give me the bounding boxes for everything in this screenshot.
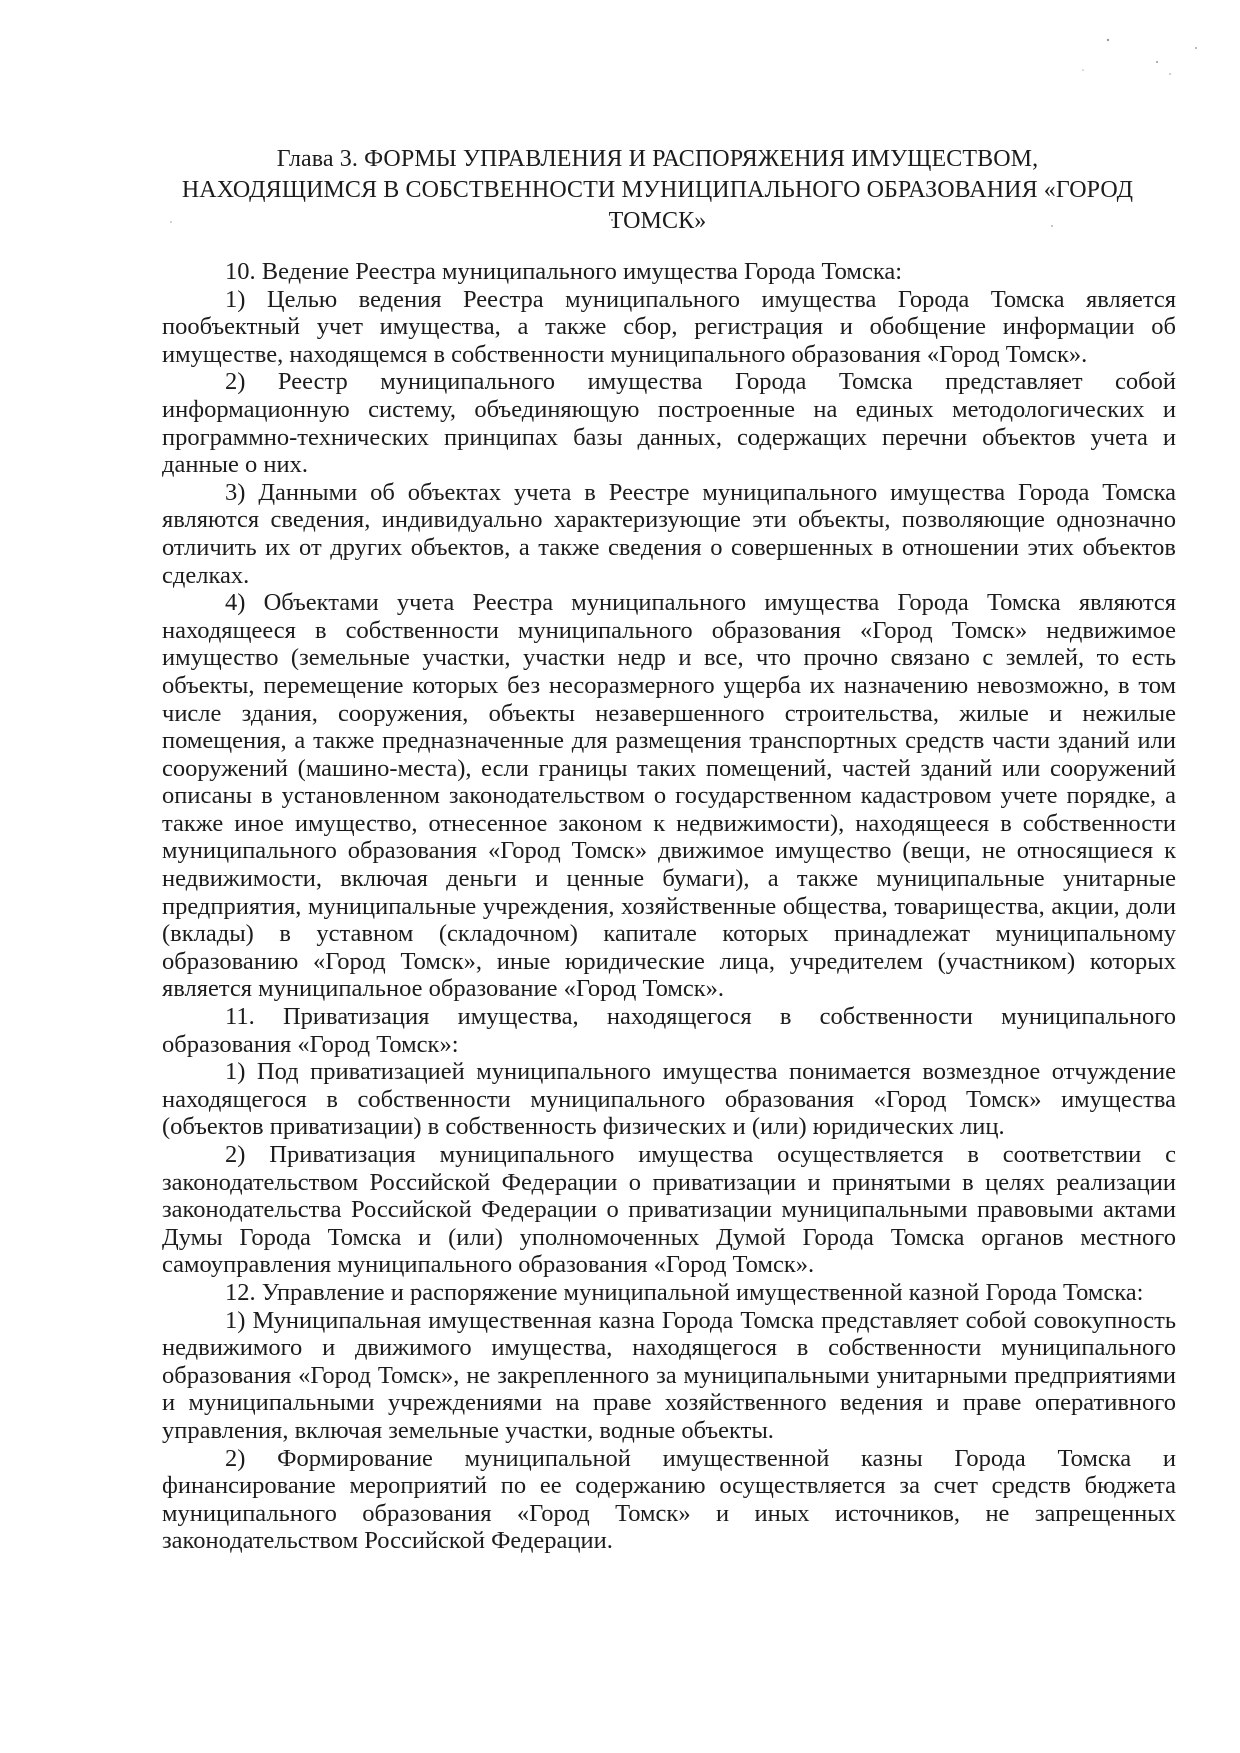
section-11-item-2: 2) Приватизация муниципального имущества осуществляется в соответствии с законодательством Российской Федерации о приватизации и принятыми в целях реализации законодательства Российской Федерации о приватизации муниципальными правовыми актами Думы Города Томска и (или) уполномоченных Думой Города Томска органов местного самоуправления муниципального образования «Город Томск». (162, 1141, 1176, 1279)
section-12-item-1: 1) Муниципальная имущественная казна Города Томска представляет собой совокупность недвижимого и движимого имущества, находящегося в собственности муниципального образования «Город Томск», не закрепленного за муниципальными унитарными предприятиями и муниципальными учреждениями на праве хозяйственного ведения и праве оперативного управления, включая земельные участки, водные объекты. (162, 1306, 1176, 1444)
section-10-item-4: 4) Объектами учета Реестра муниципального имущества Города Томска являются находящееся в собственности муниципального образования «Город Томск» недвижимое имущество (земельные участки, участки недр и все, что прочно связано с землей, то есть объекты, перемещение которых без несоразмерного ущерба их назначению невозможно, в том числе здания, сооружения, объекты незавершенного строительства, жилые и нежилые помещения, а также предназначенные для размещения транспортных средств части зданий или сооружений (машино-места), если границы таких помещений, частей зданий или сооружений описаны в установленном законодательством о государственном кадастровом учете порядке, а также иное имущество, отнесенное законом к недвижимости), находящееся в собственности муниципального образования «Город Томск» движимое имущество (вещи, не относящиеся к недвижимости, включая деньги и ценные бумаги), а также муниципальные унитарные предприятия, муниципальные учреждения, хозяйственные общества, товарищества, акции, доли (вклады) в уставном (складочном) капитале которых принадлежат муниципальному образованию «Город Томск», иные юридические лица, учредителем (участником) которых является муниципальное образование «Город Томск». (162, 589, 1176, 1003)
scan-speck (1169, 73, 1171, 75)
section-12-title: 12. Управление и распоряжение муниципальной имущественной казной Города Томска: (225, 1278, 1144, 1306)
scan-speck (1195, 47, 1197, 49)
heading-line-2: НАХОДЯЩИМСЯ В СОБСТВЕННОСТИ МУНИЦИПАЛЬНОГО ОБРАЗОВАНИЯ «ГОРОД (181, 177, 1134, 203)
section-11-item-1: 1) Под приватизацией муниципального имущества понимается возмездное отчуждение находящегося в собственности муниципального образования «Город Томск» имущества (объектов приватизации) в собственность физических и (или) юридических лиц. (162, 1058, 1176, 1141)
document-body (162, 258, 1176, 1555)
heading-line-3: ТОМСК» (608, 208, 707, 234)
scan-speck (1107, 39, 1109, 41)
section-12-item-2: 2) Формирование муниципальной имущественной казны Города Томска и финансирование мероприятий по ее содержанию осуществляется за счет средств бюджета муниципального образования «Город Томск» и иных источников, не запрещенных законодательством Российской Федерации. (162, 1444, 1176, 1555)
section-10-item-3: 3) Данными об объектах учета в Реестре муниципального имущества Города Томска являются сведения, индивидуально характеризующие эти объекты, позволяющие однозначно отличить их от других объектов, а также сведения о совершенных в отношении этих объектов сделках. (162, 478, 1176, 589)
section-10-item-1: 1) Целью ведения Реестра муниципального имущества Города Томска является пообъектный учет имущества, а также сбор, регистрация и обобщение информации об имуществе, находящемся в собственности муниципального образования «Город Томск». (162, 285, 1176, 368)
scan-speck (1082, 69, 1084, 71)
section-11-title: 11. Приватизация имущества, находящегося в собственности муниципального образования «Город Томск»: (162, 1003, 1176, 1058)
scan-speck (1156, 61, 1158, 63)
section-10-title: 10. Ведение Реестра муниципального имущества Города Томска: (225, 258, 903, 285)
section-10-item-2: 2) Реестр муниципального имущества Города Томска представляет собой информационную систему, объединяющую построенные на единых методологических и программно-технических принципах базы данных, содержащих перечни объектов учета и данные о них. (162, 368, 1176, 479)
chapter-heading (150, 144, 1165, 237)
heading-line-1: Глава 3. ФОРМЫ УПРАВЛЕНИЯ И РАСПОРЯЖЕНИЯ ИМУЩЕСТВОМ, (276, 146, 1039, 172)
